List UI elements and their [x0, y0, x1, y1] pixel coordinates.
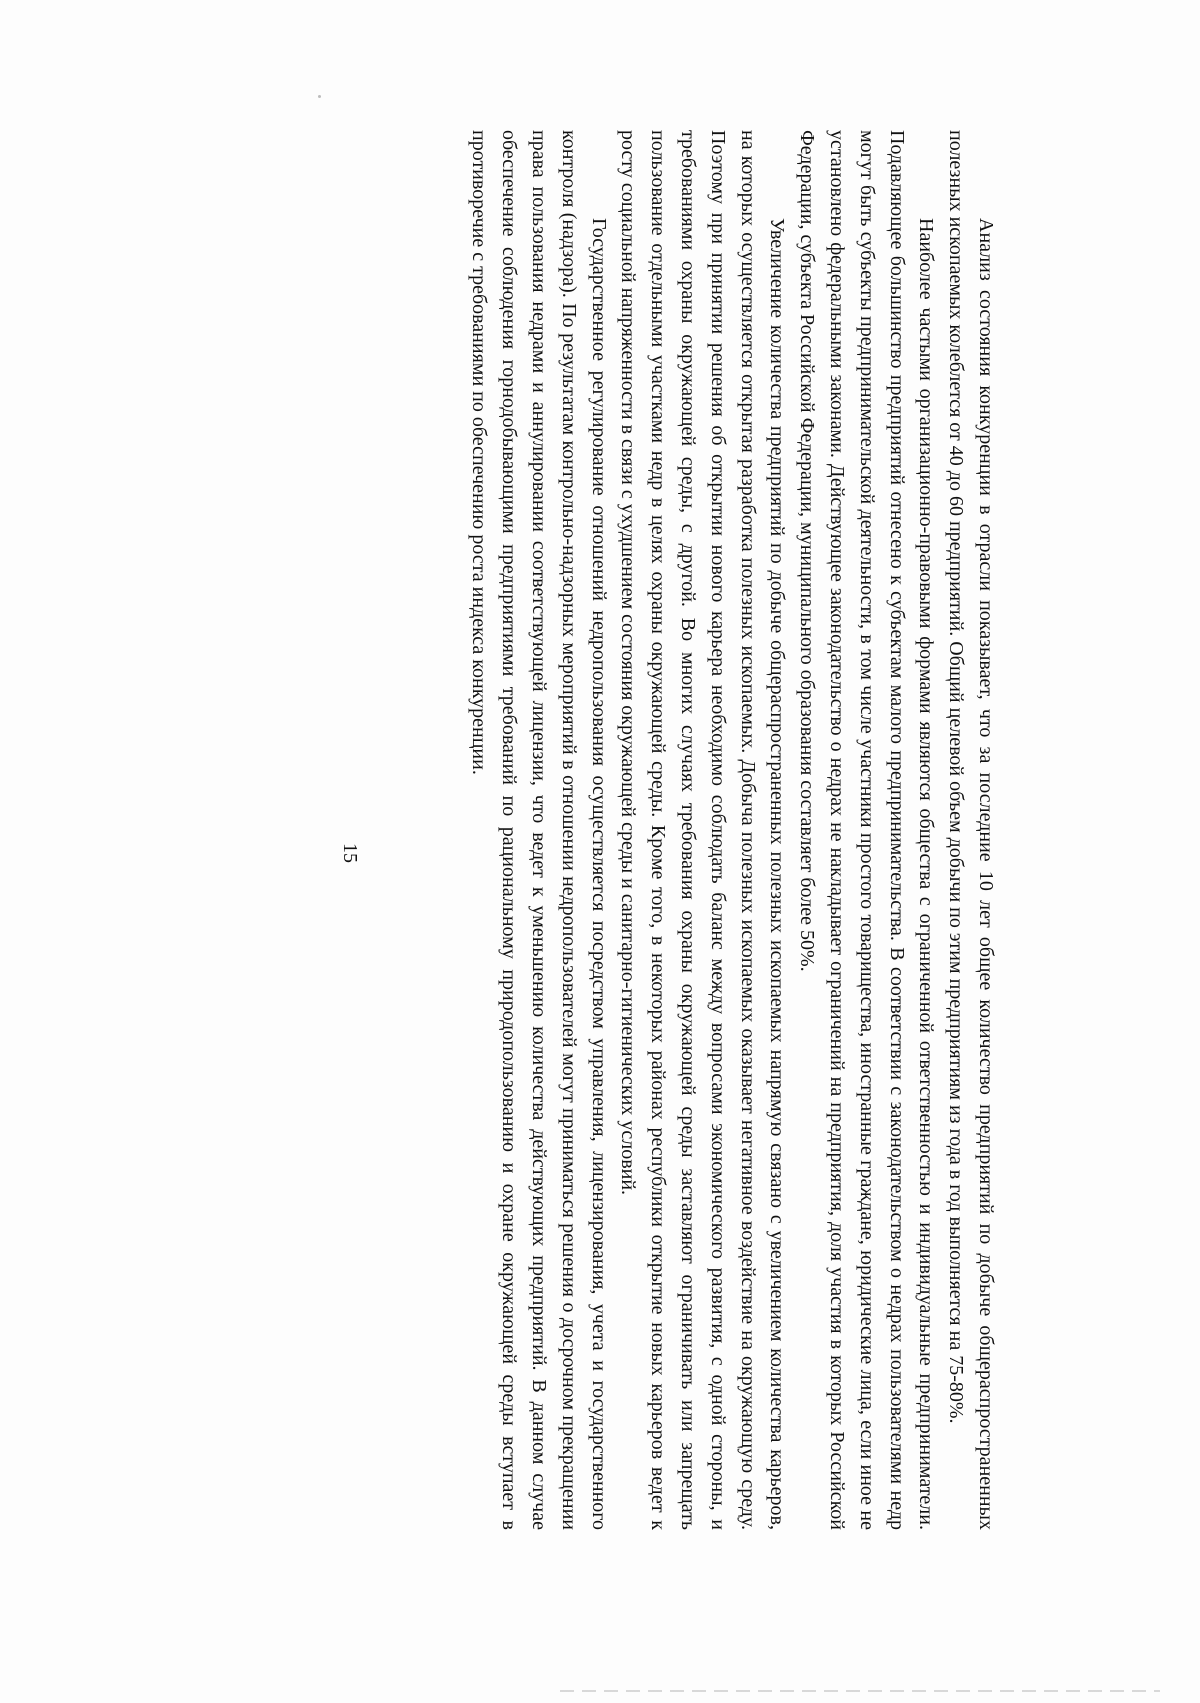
paragraph-state-regulation: Государственное регулирование отношений недропользования осуществляется посредством управления, лицензирования, учета и государственного контроля (надзора). По результатам контрольно-надзорных мероприятий в отношении недропользователей могут приниматься решения о досрочном прекращении права пользования недрами и аннулировании соответствующей лицензии, что ведет к уменьшению количества действующих предприятий. В данном случае обеспечение соблюдения горнодобывающими предприятиями требований по рациональному природопользованию и охране окружающей среды вступает в противоречие с требованиями по обеспечению роста индекса конкуренции. [468, 130, 610, 1530]
document-body [464, 130, 1000, 1530]
page-number: 15 [339, 843, 361, 863]
paragraph-quarries-growth: Увеличение количества предприятий по добыче общераспространенных полезных ископаемых напрямую связано с увеличением количества карьеров, на которых осуществляется открытая разработка полезных ископаемых. Добыча полезных ископаемых оказывает негативное воздействие на окружающую среду. Поэтому при принятии решения об открытии нового карьера необходимо соблюдать баланс между вопросами экономического развития, с одной стороны, и требованиями охраны окружающей среды, с другой. Во многих случаях требования охраны окружающей среды заставляют ограничивать или запрещать пользование отдельными участками недр в целях охраны окружающей среды. Кроме того, в некоторых районах республики открытие новых карьеров ведет к росту социальной напряженности в связи с ухудшением состояния окружающей среды и санитарно-гигиенических условий. [617, 130, 789, 1530]
rotated-text-area [150, 130, 1000, 1530]
paragraph-competition-analysis: Анализ состояния конкуренции в отрасли показывает, что за последние 10 лет общее количество предприятий по добыче общераспространенных полезных ископаемых колеблется от 40 до 60 предприятий. Общий целевой объем добычи по этим предприятиям из года в год выполняется на 75-80%. [945, 130, 997, 1530]
paragraph-legal-forms: Наиболее частыми организационно-правовыми формами являются общества с ограниченной ответственностью и индивидуальные предприниматели. Подавляющее большинство предприятий отнесено к субъектам малого предпринимательства. В соответствии с законодательством о недрах пользователями недр могут быть субъекты предпринимательской деятельности, в том числе участники простого товарищества, иностранные граждане, юридические лица, если иное не установлено федеральными законами. Действующее законодательство о недрах не накладывает ограничений на предприятия, доля участия в которых Российской Федерации, субъекта Российской Федерации, муниципального образования составляет более 50%. [796, 130, 938, 1530]
scan-speck-artifact [318, 95, 321, 98]
scan-edge-artifact [560, 1690, 1160, 1692]
